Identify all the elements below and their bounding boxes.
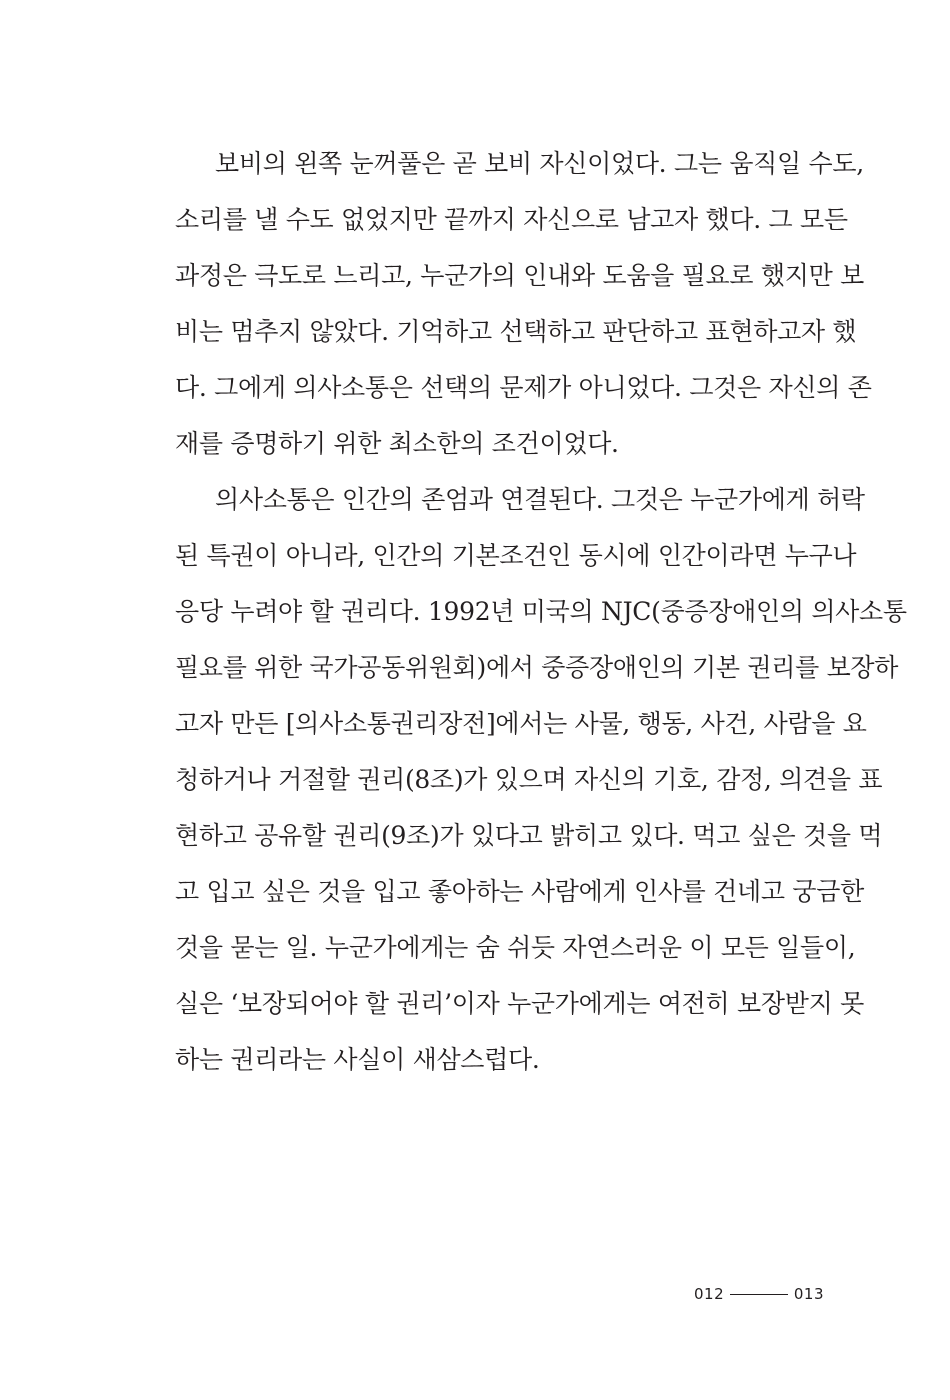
text-line: 의사소통은 인간의 존엄과 연결된다. 그것은 누군가에게 허락	[215, 485, 865, 514]
text-line: 응당 누려야 할 권리다. 1992년 미국의 NJC(중증장애인의 의사소통	[175, 597, 907, 626]
text-line: 다. 그에게 의사소통은 선택의 문제가 아니었다. 그것은 자신의 존	[175, 373, 872, 402]
body-text	[175, 136, 907, 1088]
text-line: 현하고 공유할 권리(9조)가 있다고 밝히고 있다. 먹고 싶은 것을 먹	[175, 821, 883, 850]
text-line: 과정은 극도로 느리고, 누군가의 인내와 도움을 필요로 했지만 보	[175, 261, 864, 290]
text-line: 재를 증명하기 위한 최소한의 조건이었다.	[175, 429, 619, 458]
text-line: 하는 권리라는 사실이 새삼스럽다.	[175, 1045, 540, 1074]
text-line: 비는 멈추지 않았다. 기억하고 선택하고 판단하고 표현하고자 했	[175, 317, 857, 346]
text-line: 필요를 위한 국가공동위원회)에서 중증장애인의 기본 권리를 보장하	[175, 653, 899, 682]
text-line: 된 특권이 아니라, 인간의 기본조건인 동시에 인간이라면 누구나	[175, 541, 857, 570]
text-line: 보비의 왼쪽 눈꺼풀은 곧 보비 자신이었다. 그는 움직일 수도,	[215, 149, 864, 178]
right-page-number: 013	[793, 1285, 824, 1303]
paragraph-2	[175, 472, 907, 1088]
left-page-number: 012	[694, 1285, 725, 1303]
paragraph-1	[175, 136, 872, 472]
text-line: 고자 만든 [의사소통권리장전]에서는 사물, 행동, 사건, 사람을 요	[175, 709, 867, 738]
text-line: 고 입고 싶은 것을 입고 좋아하는 사람에게 인사를 건네고 궁금한	[175, 877, 864, 906]
page-number-divider	[730, 1294, 788, 1295]
text-line: 청하거나 거절할 권리(8조)가 있으며 자신의 기호, 감정, 의견을 표	[175, 765, 883, 794]
page-number-footer	[694, 1282, 824, 1306]
text-line: 소리를 낼 수도 없었지만 끝까지 자신으로 남고자 했다. 그 모든	[175, 205, 848, 234]
text-line: 실은 ‘보장되어야 할 권리’이자 누군가에게는 여전히 보장받지 못	[175, 989, 864, 1018]
text-line: 것을 묻는 일. 누군가에게는 숨 쉬듯 자연스러운 이 모든 일들이,	[175, 933, 856, 962]
